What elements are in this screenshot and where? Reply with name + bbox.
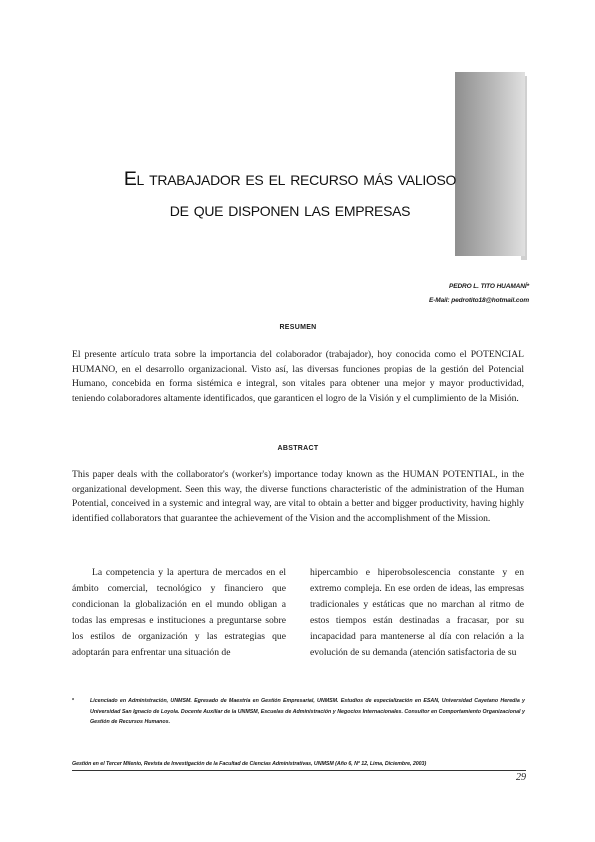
body-right-column: hipercambio e hiperobsolescencia constante y en extremo compleja. En ese orden de ideas, las empresas tradicionales y estáticas que no marchan al ritmo de estos tiempos están destinadas a fracasar, por su incapacidad para mantenerse al día con relación a la evolución de su demanda (atención satisfactoria de su (310, 567, 524, 659)
author-name: PEDRO L. TITO HUAMANÍ* (448, 283, 529, 290)
article-title-line-1: El trabajador es el recurso más valioso (123, 168, 457, 190)
body-left-column: La competencia y la apertura de mercados en el ámbito comercial, tecnológico y financiero que condicionan la globalización en el mundo obligan a todas las empresas e instituciones a preguntarse sobre los estilos de organización y las estrategias que adoptarán para enfrentar una situación de (72, 567, 286, 659)
decorative-gray-bar (455, 72, 525, 256)
author-footnote (72, 696, 525, 728)
abstract-heading: ABSTRACT (277, 445, 319, 452)
footnote-text: Licenciado en Administración, UNMSM. Egresado de Maestría en Gestión Empresarial, UNMSM. Estudios de especialización en ESAN, Universidad Cayetano Heredia y Universidad San Ignacio de Loyola. Docente Auxiliar de la UNMSM, Escuelas de Administración y Negocios Internacionales. Consultor en Comportamiento Organizacional y Gestión de Recursos Humanos. (90, 698, 525, 725)
page-number: 29 (516, 772, 526, 783)
journal-citation: Gestión en el Tercer Milenio, Revista de Investigación de la Facultad de Ciencias Administrativas, UNMSM (Año 6, Nº 12, Lima, Diciembre, 2003) (72, 761, 427, 767)
resumen-text: El presente artículo trata sobre la importancia del colaborador (trabajador), hoy conocida como el POTENCIAL HUMANO, en el desarrollo organizacional. Visto así, las diversas funciones propias de la gestión del Potencial Humano, concebida en forma sistémica e integral, son vitales para obtener una mejor y mayor productividad, teniendo colaboradores altamente identificados, que garanticen el logro de la Visión y el cumplimiento de la Misión. (72, 349, 524, 404)
footnote-mark: * (72, 698, 75, 704)
abstract-text: This paper deals with the collaborator's (worker's) importance today known as the HUMAN POTENTIAL, in the organizational development. Seen this way, the diverse functions characteristic of the administration of the Human Potential, conceived in a systemic and integral way, are vital to obtain a better and bigger productivity, having highly identified collaborators that guarantee the achievement of the Vision and the accomplishment of the Mission. (72, 469, 524, 524)
article-title-line-2: de que disponen las empresas (169, 199, 411, 221)
footer-divider (72, 770, 526, 771)
author-email: E-Mail: pedrotito18@hotmail.com (428, 297, 529, 304)
resumen-heading: RESUMEN (279, 324, 317, 331)
